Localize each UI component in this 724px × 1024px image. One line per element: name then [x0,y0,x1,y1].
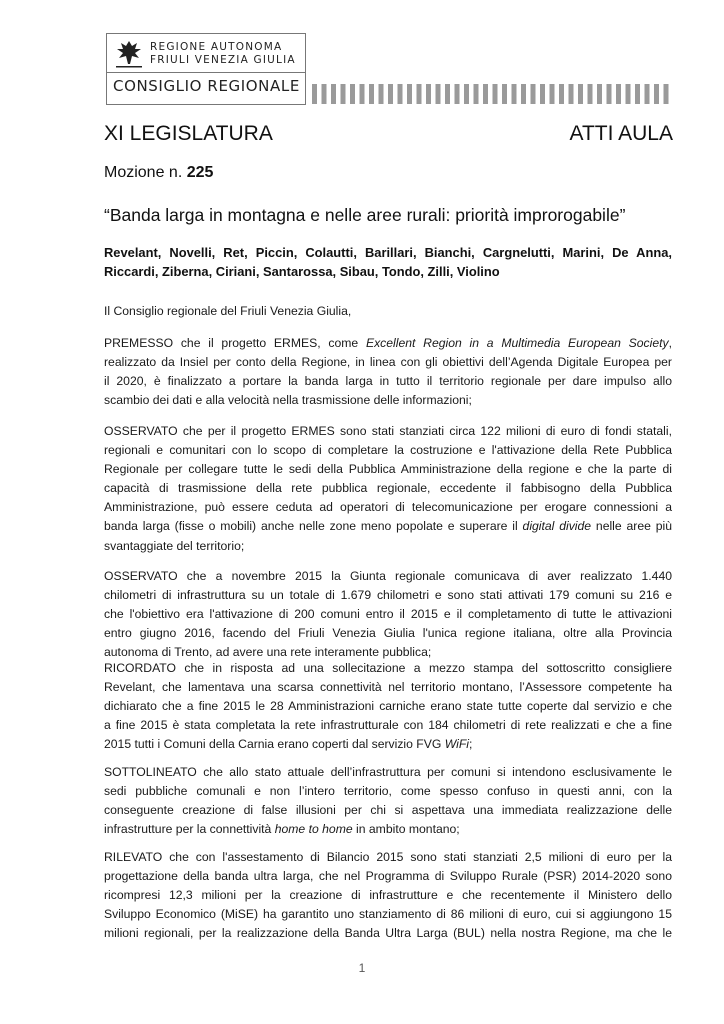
paragraph-rilevato [104,848,672,943]
decorative-bar [331,84,336,104]
eagle-emblem-icon [113,37,145,69]
text-line: ricompresi 12,3 milioni per la creazione di infrastrutture e che recentemente il Ministero dello [104,888,672,903]
text-line: svantaggiate del territorio; [104,538,245,553]
decorative-bar [521,84,526,104]
decorative-bar [426,84,431,104]
text-line: chilometri di infrastruttura su un totale di 1.679 chilometri e sono stati attivati 179 comuni su 216 e [104,588,672,603]
paragraph-osservato-2 [104,567,672,662]
motion-authors [104,243,672,281]
motion-number-value: 225 [186,164,214,181]
decorative-bar [540,84,545,104]
paragraph-ricordato [104,659,672,754]
decorative-bar [550,84,555,104]
logo-divider [107,72,305,73]
motion-number [104,164,213,182]
decorative-bar [350,84,355,104]
decorative-bar [664,84,669,104]
text-line: il 2020, è finalizzato a portare la banda larga in tutto il territorio regionale per dare impulso allo [104,374,672,389]
paragraph-sottolineato [104,763,672,839]
motion-label: Mozione n. [104,164,183,181]
decorative-bar [588,84,593,104]
text-line: 2015 tutti i Comuni della Carnia erano coperti dal servizio FVG WiFi; [104,737,473,752]
decorative-bar [502,84,507,104]
motion-title: “Banda larga in montagna e nelle aree rurali: priorità improrogabile” [104,205,626,225]
text-line: banda larga (fisse o mobili) anche nelle zone meno popolate e superare il digital divide nelle aree più [104,519,672,534]
text-line: entro giugno 2016, facendo del Friuli Venezia Giulia l'unica regione italiana, oltre alla Provincia [104,626,672,641]
text-line: SOTTOLINEATO che allo stato attuale dell’infrastruttura per comuni si intendono esclusivamente le [104,765,672,779]
text-line: Il Consiglio regionale del Friuli Venezia Giulia, [104,304,352,318]
decorative-bar [635,84,640,104]
decorative-bar [388,84,393,104]
paragraph-premesso [104,334,672,410]
decorative-bar [474,84,479,104]
org-name-line1: REGIONE AUTONOMA [150,41,283,53]
text-line: progettazione della banda ultra larga, che nel Programma di Sviluppo Rurale (PSR) 2014-2020 sono [104,869,672,884]
authors-line: Revelant, Novelli, Ret, Piccin, Colautti, Barillari, Bianchi, Cargnelutti, Marini, De Anna, [104,245,672,260]
text-line: OSSERVATO che per il progetto ERMES sono stati stanziati circa 122 milioni di euro di fondi statali, [104,424,672,438]
org-name-line2: FRIULI VENEZIA GIULIA [150,54,296,66]
decorative-bar [483,84,488,104]
decorative-bar [455,84,460,104]
authors-line: Riccardi, Ziberna, Ciriani, Santarossa, Sibau, Tondo, Zilli, Violino [104,264,500,279]
decorative-bar [312,84,317,104]
text-line: RICORDATO che in risposta ad una sollecitazione a mezzo stampa del sottoscritto consigliere [104,661,672,675]
text-line: conseguente creazione di false illusioni per chi si aspettava una immediata realizzazione delle [104,803,672,818]
decorative-bar [531,84,536,104]
decorative-bar [445,84,450,104]
decorative-bar [645,84,650,104]
decorative-bar [493,84,498,104]
logo-box [106,33,306,105]
decorative-bar [616,84,621,104]
text-line: sedi pubbliche comunali e non l’intero territorio, come spesso confuso in questi anni, con la [104,784,672,799]
decorative-bar [569,84,574,104]
decorative-bar-pattern [312,84,673,104]
decorative-bar [626,84,631,104]
decorative-bar [578,84,583,104]
legislature-heading: XI LEGISLATURA [104,122,273,145]
text-line: dichiarato che a fine 2015 le 28 Amministrazioni carniche erano state tutte coperte dal servizio e che [104,699,672,714]
decorative-bar [398,84,403,104]
intro-paragraph [104,302,672,321]
decorative-bar [407,84,412,104]
decorative-bar [607,84,612,104]
paragraph-osservato-1 [104,422,672,556]
text-line: Regionale per collegare tutte le sedi della Pubblica Amministrazione della regione e che la parte di [104,462,672,477]
decorative-bar [654,84,659,104]
decorative-bar [436,84,441,104]
text-line: milioni regionali, per la realizzazione della Banda Ultra Larga (BUL) nella nostra Regione, ma che le [104,926,672,941]
text-line: Sviluppo Economico (MiSE) ha garantito uno stanziamento di 86 milioni di euro, cui si aggiungono 15 [104,907,672,922]
text-line: RILEVATO che con l'assestamento di Bilancio 2015 sono stati stanziati 2,5 milioni di euro per la [104,850,672,864]
text-line: che l'obiettivo era l'attivazione di 200 comuni entro il 2015 e il completamento di tutte le attivazioni [104,607,672,622]
decorative-bar [369,84,374,104]
text-line: Revelant, che lamentava una scarsa connettività nel territorio montano, l’Assessore competente ha [104,680,672,695]
decorative-bar [360,84,365,104]
text-line: autonoma di Trento, ad avere una rete interamente pubblica; [104,645,432,660]
text-line: capacità di trasmissione della rete pubblica regionale, eccedente il fabbisogno della Pubblica [104,481,672,496]
decorative-bar [341,84,346,104]
decorative-bar [512,84,517,104]
text-line: realizzato da Insiel per conto della Regione, in linea con gli obiettivi dell’Agenda Digitale Europea per [104,355,672,370]
text-line: Amministrazione, può essere ceduta ad operatori di telecomunicazione per erogare connessioni a [104,500,672,515]
decorative-bar [322,84,327,104]
decorative-bar [559,84,564,104]
text-line: regionali e comunitari con lo scopo di completare la costruzione e l'attivazione della Rete Pubblica [104,443,672,458]
council-name: CONSIGLIO REGIONALE [113,77,300,95]
decorative-bar [464,84,469,104]
text-line: a fine 2015 è stata completata la rete infrastrutturale con 184 chilometri di rete realizzati e che a fine [104,718,672,733]
text-line: scambio dei dati e alla velocità nella trasmissione delle informazioni; [104,393,472,408]
text-line: PREMESSO che il progetto ERMES, come Excellent Region in a Multimedia European Society, [104,336,672,350]
text-line: OSSERVATO che a novembre 2015 la Giunta regionale comunicava di aver realizzato 1.440 [104,569,672,583]
decorative-bar [597,84,602,104]
page-number: 1 [358,961,366,975]
section-heading: ATTI AULA [569,122,673,145]
decorative-bar [379,84,384,104]
text-line: infrastrutture per la connettività home to home in ambito montano; [104,822,460,837]
decorative-bar [417,84,422,104]
